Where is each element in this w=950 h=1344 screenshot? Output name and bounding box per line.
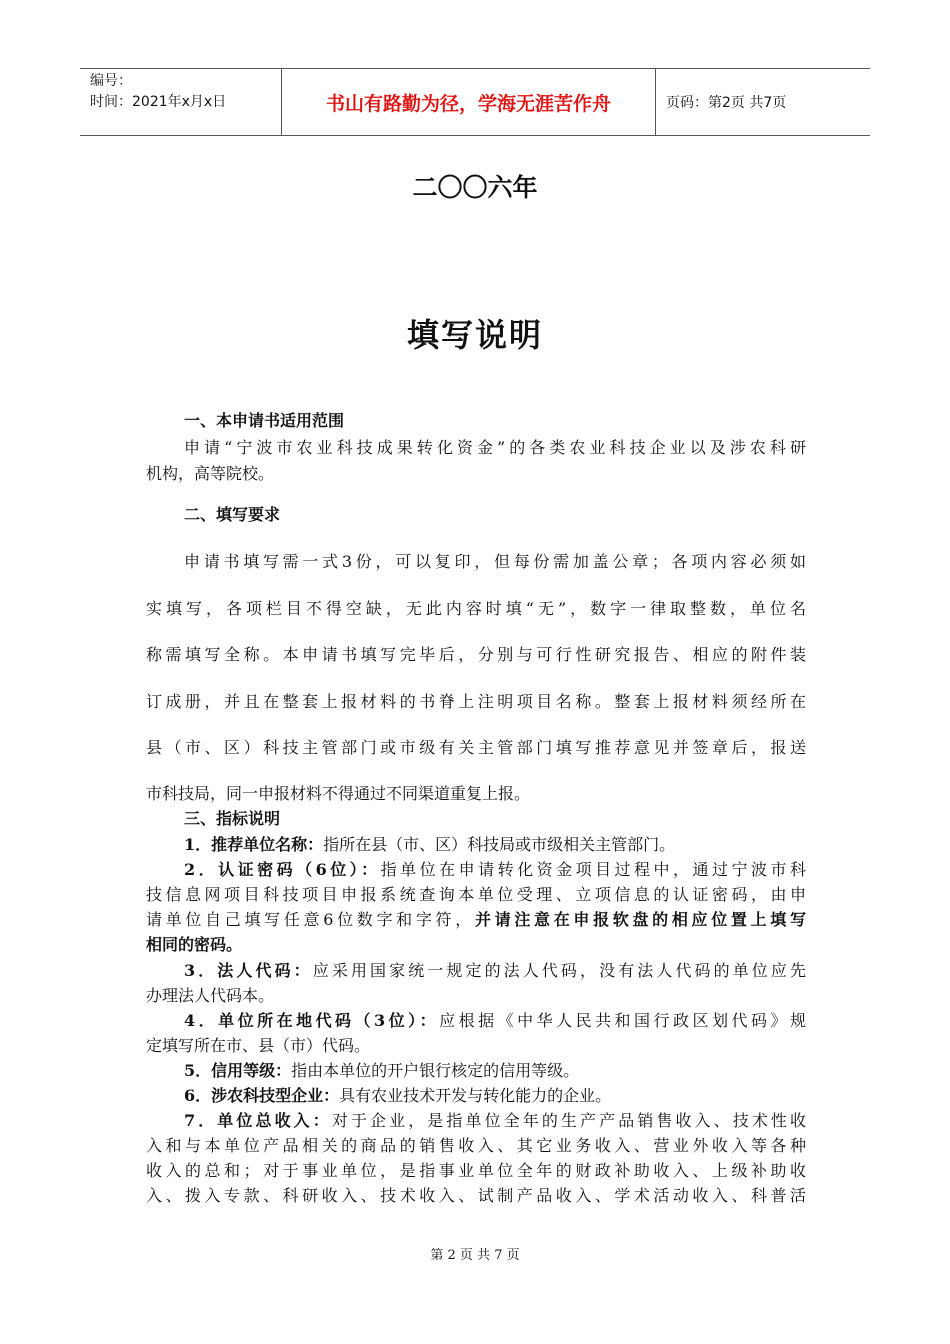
number-label: 编号： xyxy=(90,73,132,89)
item-6-text: 具有农业技术开发与转化能力的企业。 xyxy=(339,1086,612,1105)
item-6 xyxy=(184,1083,611,1106)
section-2-heading: 二、填写要求 xyxy=(184,505,281,524)
time-label: 时间：2021年x月x日 xyxy=(90,94,227,110)
item-5-label: 5．信用等级： xyxy=(184,1061,292,1080)
item-7-line1 xyxy=(146,1108,806,1131)
item-2-bold: 并请注意在申报软盘的相应位置上填写 xyxy=(474,910,806,929)
item-4-text: 应根据《中华人民共和国行政区划代码》规 xyxy=(439,1011,806,1030)
item-3-line2: 办理法人代码本。 xyxy=(146,986,275,1005)
section-1-heading: 一、本申请书适用范围 xyxy=(184,411,345,430)
item-2-text: 请单位自己填写任意6位数字和字符， xyxy=(146,910,475,929)
item-7-line3: 收入的总和；对于事业单位，是指事业单位全年的财政补助收入、上级补助收 xyxy=(146,1161,806,1180)
item-5-text: 指由本单位的开户银行核定的信用等级。 xyxy=(291,1061,580,1080)
item-4-line2: 定填写所在市、县（市）代码。 xyxy=(146,1036,371,1055)
item-2-line2: 技信息网项目科技项目申报系统查询本单位受理、立项信息的认证密码，由申 xyxy=(146,885,806,904)
section-1-line: 机构，高等院校。 xyxy=(146,464,275,483)
item-3-line1 xyxy=(146,958,806,981)
section-2-line: 实填写，各项栏目不得空缺，无此内容时填“无”，数字一律取整数，单位名 xyxy=(146,599,806,618)
item-5 xyxy=(184,1058,579,1081)
item-7-text: 对于企业，是指单位全年的生产产品销售收入、技术性收 xyxy=(331,1111,806,1130)
section-3-heading: 三、指标说明 xyxy=(184,809,281,828)
item-7-line4: 入、拨入专款、科研收入、技术收入、试制产品收入、学术活动收入、科普活 xyxy=(146,1186,806,1205)
item-2-line4 xyxy=(146,932,242,955)
item-7-line2: 入和与本单位产品相关的商品的销售收入、其它业务收入、营业外收入等各种 xyxy=(146,1136,806,1155)
item-1 xyxy=(184,832,675,855)
item-3-label: 3．法人代码： xyxy=(184,961,313,980)
page-footer: 第 2 页 共 7 页 xyxy=(430,1248,520,1263)
item-4-line1 xyxy=(146,1008,806,1031)
page-title: 填写说明 xyxy=(406,316,543,354)
motto: 书山有路勤为径，学海无涯苦作舟 xyxy=(282,69,656,135)
year-heading: 二〇〇六年 xyxy=(412,173,538,202)
item-7-label: 7．单位总收入： xyxy=(184,1111,332,1130)
page-label: 页码：第2页 共7页 xyxy=(666,95,787,111)
item-2-label: 2．认证密码（6位）： xyxy=(184,860,381,879)
item-6-label: 6．涉农科技型企业： xyxy=(184,1086,340,1105)
item-2-line3 xyxy=(146,907,806,930)
item-4-label: 4．单位所在地代码（3位）： xyxy=(184,1011,440,1030)
section-2-line: 称需填写全称。本申请书填写完毕后，分别与可行性研究报告、相应的附件装 xyxy=(146,645,806,664)
item-1-text: 指所在县（市、区）科技局或市级相关主管部门。 xyxy=(323,835,676,854)
item-2-text: 指单位在申请转化资金项目过程中，通过宁波市科 xyxy=(380,860,806,879)
header-table xyxy=(80,68,870,136)
section-2-line: 订成册，并且在整套上报材料的书脊上注明项目名称。整套上报材料须经所在 xyxy=(146,692,806,711)
item-1-label: 1．推荐单位名称： xyxy=(184,835,324,854)
header-left-cell xyxy=(80,69,282,135)
item-2-line1 xyxy=(146,857,806,880)
section-1-line: 申请“宁波市农业科技成果转化资金”的各类农业科技企业以及涉农科研 xyxy=(184,438,806,457)
item-3-text: 应采用国家统一规定的法人代码，没有法人代码的单位应先 xyxy=(312,961,806,980)
section-2-line: 市科技局，同一申报材料不得通过不同渠道重复上报。 xyxy=(146,784,531,803)
item-2-bold: 相同的密码。 xyxy=(146,935,243,954)
section-2-line: 县（市、区）科技主管部门或市级有关主管部门填写推荐意见并签章后，报送 xyxy=(146,738,806,757)
section-2-line: 申请书填写需一式3份，可以复印，但每份需加盖公章；各项内容必须如 xyxy=(184,552,806,571)
